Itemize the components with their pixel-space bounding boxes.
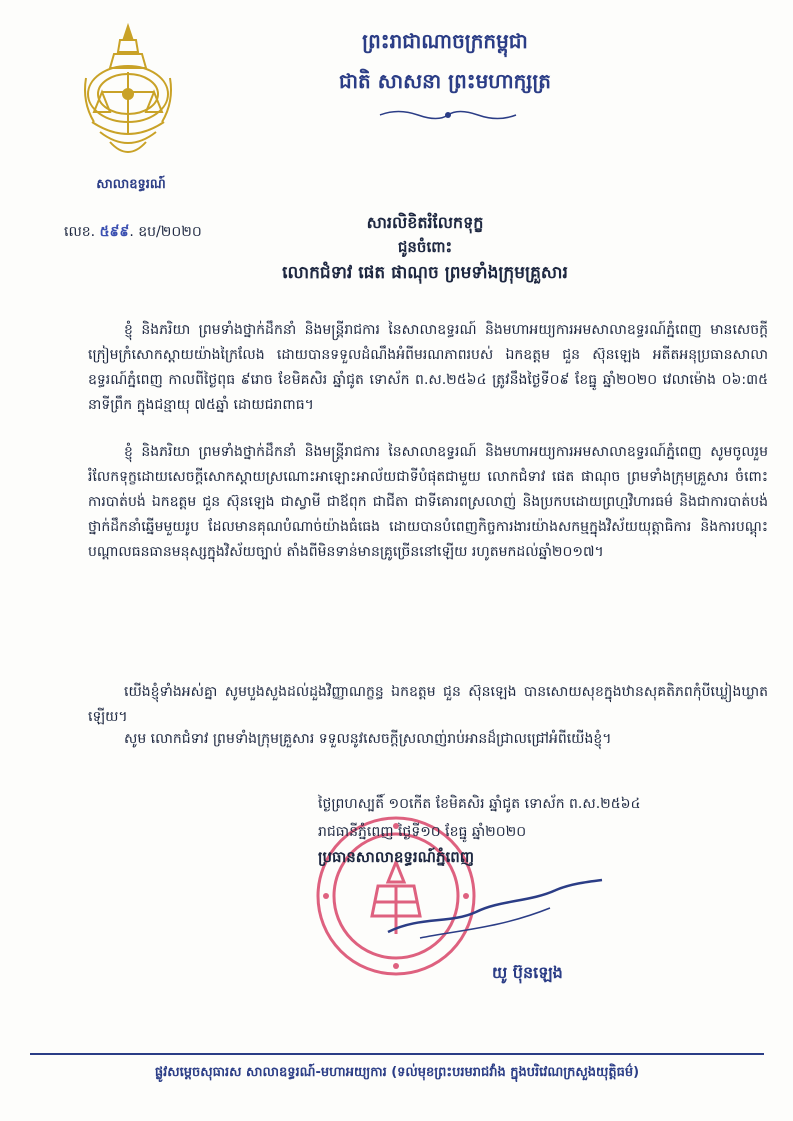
solar-date: រាជធានីភ្នំពេញ ថ្ងៃទី១០ ខែធ្នូ ឆ្នាំ២០២០ (318, 824, 527, 840)
letter-addressed-to: ជូនចំពោះ (397, 238, 453, 256)
reference-suffix: ឧប/២០២០ (138, 224, 202, 240)
signer-name: យូ ប៊ុនឡេង (492, 963, 563, 982)
lunar-date: ថ្ងៃព្រហស្បតិ៍ ១០កើត ខែមិគសិរ ឆ្នាំជូត ទោស័ក ព.ស.២៥៦៤ (318, 796, 641, 812)
ornament-divider (378, 108, 518, 122)
body-paragraph-2: ខ្ញុំ និងភរិយា ព្រមទាំងថ្នាក់ដឹកនាំ និងមន្ត្រីរាជការ នៃសាលាឧទ្ធរណ៍ និងមហាអយ្យការអមសាលាឧទ្ធរណ៍ភ្នំពេញ សូមចូលរួមរំលែកទុក្ខដោយសេចក្តីសោកស្តាយស្រណោះអាឡោះអាល័យជាទីបំផុតជាមួយ លោកជំទាវ ផេត ផាណុច ព្រមទាំងក្រុមគ្រួសារ ចំពោះការបាត់បង់ ឯកឧត្តម ជួន ស៊ុនឡេង ជាស្វាមី ជាឪពុក ជាជីតា ជាទីគោរពស្រលាញ់ និងប្រកបដោយព្រហ្មវិហារធម៌ និងជាការបាត់បង់ថ្នាក់ដឹកនាំឆ្នើមមួយរូប ដែលមានគុណបំណាច់យ៉ាងធំធេង ដោយបានបំពេញកិច្ចការងារយ៉ាងសកម្មក្នុងវិស័យយុត្តាធិការ និងការបណ្តុះបណ្តាលធនធានមនុស្សក្នុងវិស័យច្បាប់ តាំងពីមិនទាន់មានគ្រូច្រើននៅឡើយ រហូតមកដល់ឆ្នាំ២០១៧។ (88, 444, 768, 560)
footer-rule (30, 1053, 764, 1055)
body-paragraph-4: សូម លោកជំទាវ ព្រមទាំងក្រុមគ្រួសារ ទទួលនូវសេចក្តីស្រលាញ់រាប់អានដ៏ជ្រាលជ្រៅអំពីយើងខ្ញុំ។ (124, 731, 612, 747)
letter-recipient: លោកជំទាវ ផេត ផាណុច ព្រមទាំងក្រុមគ្រួសារ (282, 263, 568, 283)
body-paragraph-3: យើងខ្ញុំទាំងអស់គ្នា សូមបួងសួងដល់ដួងវិញ្ញាណក្ខន្ធ ឯកឧត្តម ជួន ស៊ុនឡេង បានសោយសុខក្នុងឋានសុគតិភពកុំបីឃ្លៀងឃ្លាតឡើយ។ (88, 684, 768, 725)
footer-address: ផ្លូវសម្តេចសុធារស សាលាឧទ្ធរណ៍-មហាអយ្យការ (ទល់មុខព្រះបរមរាជវាំង ក្នុងបរិវេណក្រសួងយុត្តិធម៌) (154, 1065, 640, 1080)
signer-position: ប្រធានសាលាឧទ្ធរណ៍ភ្នំពេញ (318, 848, 475, 866)
court-name: សាលាឧទ្ធរណ៍ (96, 177, 166, 192)
body-paragraph-1: ខ្ញុំ និងភរិយា ព្រមទាំងថ្នាក់ដឹកនាំ និងមន្ត្រីរាជការ នៃសាលាឧទ្ធរណ៍ និងមហាអយ្យការអមសាលាឧទ្ធរណ៍ភ្នំពេញ មានសេចក្តីក្រៀមក្រំសោកស្តាយយ៉ាងក្រៃលែង ដោយបានទទួលដំណឹងអំពីមរណភាពរបស់ ឯកឧត្តម ជួន ស៊ុនឡេង អតីតអនុប្រធានសាលាឧទ្ធរណ៍ភ្នំពេញ កាលពីថ្ងៃពុធ ៩រោច ខែមិគសិរ ឆ្នាំជូត ទោស័ក ព.ស.២៥៦៤ ត្រូវនឹងថ្ងៃទី០៩ ខែធ្នូ ឆ្នាំ២០២០ វេលាម៉ោង ០៦:៣៥ នាទីព្រឹក ក្នុងជន្មាយុ ៧៥ឆ្នាំ ដោយជរាពាធ។ (88, 322, 768, 413)
kingdom-heading: ព្រះរាជាណាចក្រកម្ពុជា (362, 29, 528, 53)
reference-prefix: លេខ (64, 224, 91, 240)
reference-num: ៥៩៩ (99, 224, 130, 240)
reference-number: លេខ. ៥៩៩. ឧប/២០២០ (64, 224, 202, 240)
national-motto: ជាតិ សាសនា ព្រះមហាក្សត្រ (339, 69, 551, 93)
letter-title: សារលិខិតរំលែកទុក្ខ (366, 213, 484, 232)
court-emblem (80, 22, 176, 170)
handwritten-signature (380, 872, 610, 952)
